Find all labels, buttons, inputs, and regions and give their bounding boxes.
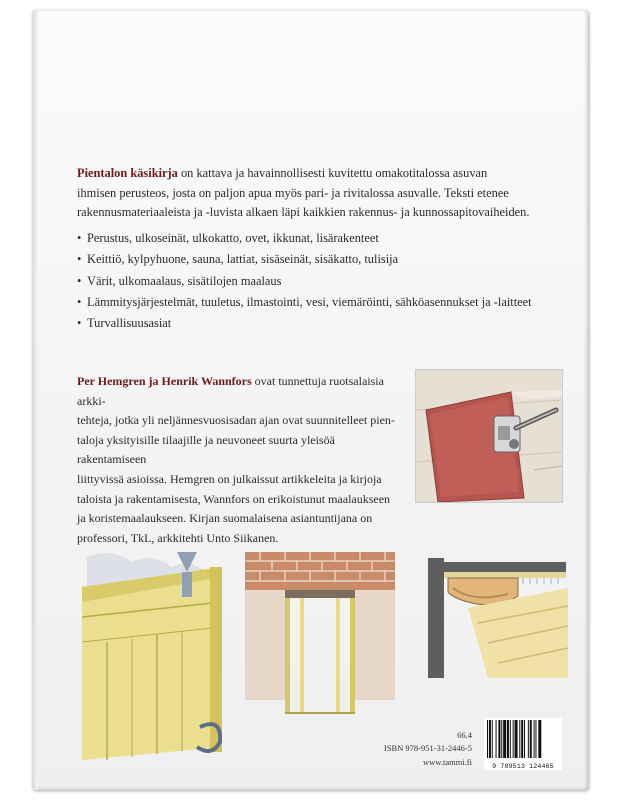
barcode-bar <box>510 720 511 758</box>
book-back-cover <box>32 10 588 790</box>
barcode-bar <box>501 720 502 758</box>
barcode-bar <box>498 720 500 758</box>
intro-line-1: on kattava ja havainnollisesti kuvitettu omakotitalossa asuvan <box>177 166 488 180</box>
barcode-bar <box>492 720 493 758</box>
barcode-bars <box>484 718 562 760</box>
publisher-website: www.tammi.fi <box>422 757 472 767</box>
feature-item: • Perustus, ulkoseinät, ulkokatto, ovet, ikkunat, lisärakenteet <box>77 228 567 249</box>
barcode-bar <box>515 720 518 758</box>
barcode <box>484 718 562 770</box>
barcode-bar <box>507 720 509 758</box>
tile-cutting-photo <box>415 369 563 503</box>
author-names: Per Hemgren ja Henrik Wannfors <box>77 374 252 388</box>
authors-line: ja koristemaalaukseen. Kirjan suomalaisena asiantuntijana on <box>77 511 373 526</box>
cover-edge <box>32 10 38 790</box>
brick-lintel-illustration <box>240 547 400 722</box>
barcode-bar <box>519 720 520 758</box>
feature-item: • Turvallisuusasiat <box>77 313 567 334</box>
wall-framing-illustration <box>72 547 222 760</box>
authors-line: ovat tunnettuja ruotsalaisia arkki- <box>77 374 384 408</box>
barcode-bar <box>538 720 541 758</box>
authors-line: liittyvissä asioissa. Hemgren on julkaissut artikkeleita ja kirjoja <box>77 471 382 486</box>
barcode-bar <box>513 720 514 758</box>
price-code: 66.4 <box>457 730 472 740</box>
feature-item: • Värit, ulkomaalaus, sisätilojen maalaus <box>77 271 567 292</box>
authors-line: professori, TkL, arkkitehti Unto Siikanen. <box>77 530 279 545</box>
authors-line: taloja yksityisille tilaajille ja neuvoneet suurta yleisöä rakentamiseen <box>77 432 335 467</box>
barcode-bar <box>489 720 491 758</box>
feature-list <box>77 228 567 334</box>
barcode-bar <box>535 720 536 758</box>
authors-line: taloista ja rakentamisesta, Wannfors on erikoistunut maalaukseen <box>77 491 391 506</box>
barcode-bar <box>503 720 506 758</box>
authors-paragraph <box>77 372 407 548</box>
intro-line-3: rakennusmateriaaleista ja -luvista alkaen läpi kaikkien rakennus- ja kunnossapitovaiheiden. <box>77 205 530 219</box>
cornice-detail-illustration <box>428 548 568 678</box>
isbn: ISBN 978-951-31-2446-5 <box>383 743 472 753</box>
feature-item: • Lämmitysjärjestelmät, tuuletus, ilmastointi, vesi, viemäröinti, sähköasennukset ja -laitteet <box>77 292 567 313</box>
intro-paragraph <box>77 164 557 223</box>
barcode-number: 9 789513 124465 <box>492 763 554 770</box>
barcode-bar <box>534 720 535 758</box>
intro-line-2: ihmisen perusteos, josta on paljon apua myös pari- ja rivitalossa asuvalle. Teksti etenee <box>77 185 509 200</box>
barcode-bar <box>528 720 529 758</box>
feature-item: • Keittiö, kylpyhuone, sauna, lattiat, sisäseinät, sisäkatto, tulisija <box>77 249 567 270</box>
barcode-bar <box>496 720 497 758</box>
barcode-bar <box>487 720 488 758</box>
book-title: Pientalon käsikirja <box>77 166 178 180</box>
barcode-bar <box>521 720 523 758</box>
barcode-bar <box>524 720 525 758</box>
barcode-bar <box>530 720 532 758</box>
authors-line: tehteja, jotka yli neljännesvuosisadan ajan ovat suunnitelleet pien- <box>77 413 395 428</box>
